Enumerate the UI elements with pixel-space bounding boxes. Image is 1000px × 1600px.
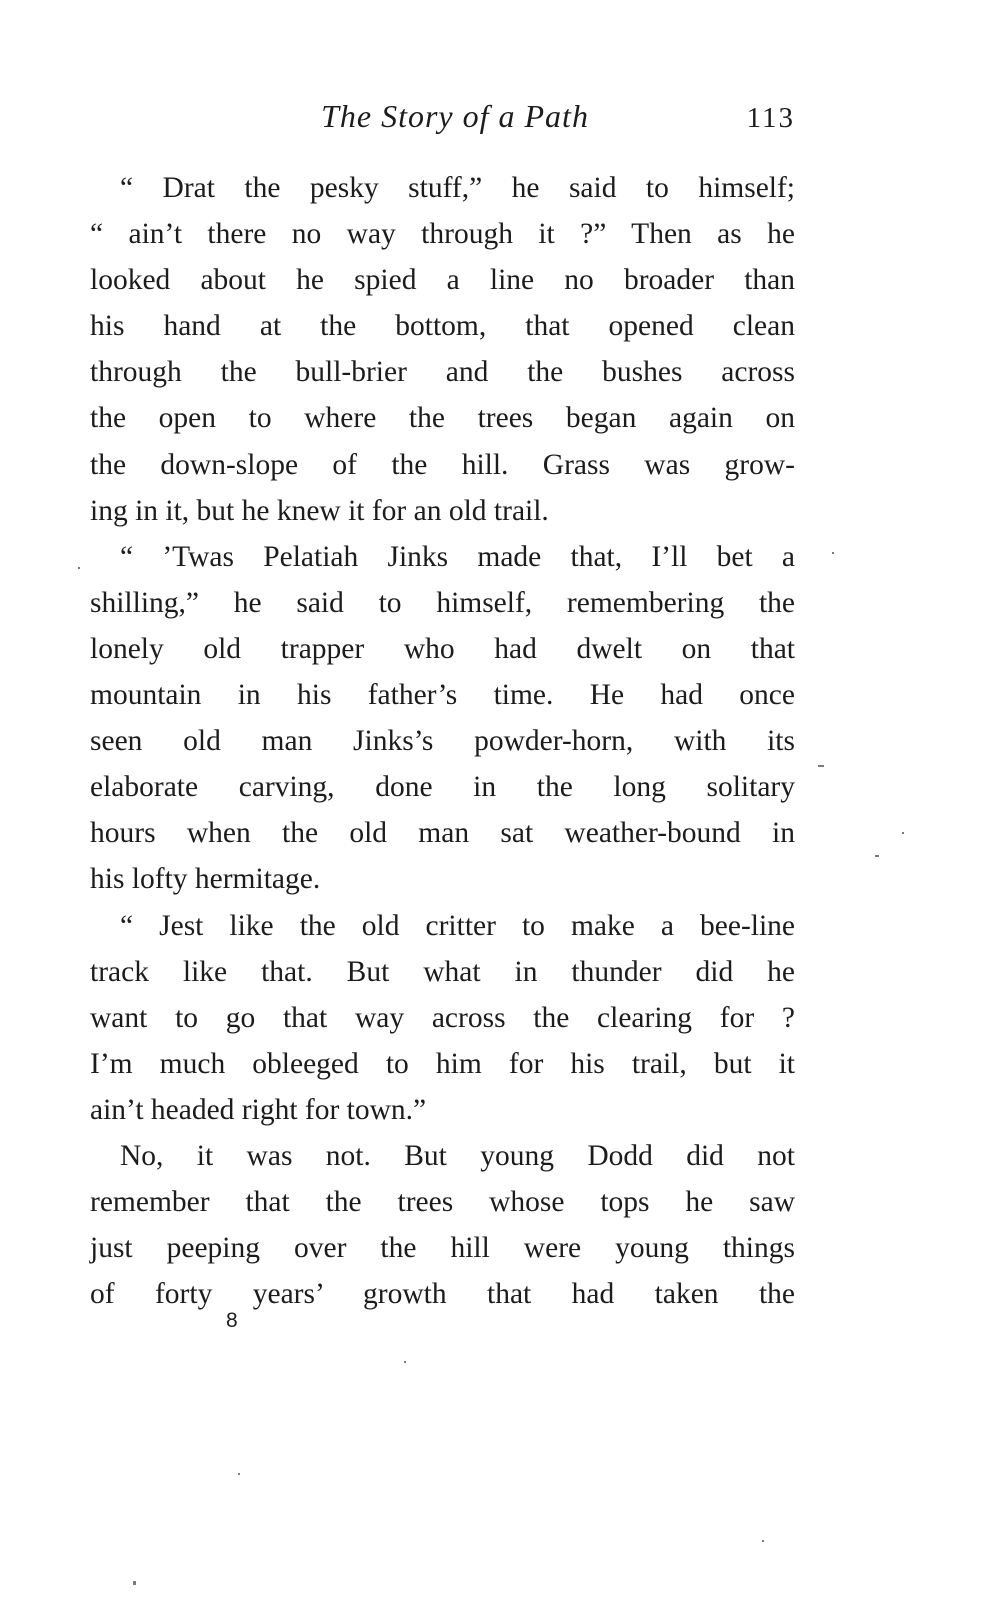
text-line: No, it was not. But young Dodd did not xyxy=(120,1139,795,1172)
scan-speck xyxy=(78,567,80,569)
text-line: just peeping over the hill were young things xyxy=(90,1232,795,1265)
text-line: through the bull-brier and the bushes across xyxy=(90,356,795,389)
text-line: shilling,” he said to himself, remembering the xyxy=(90,586,795,619)
scan-speck xyxy=(404,1361,406,1363)
text-line: “ ain’t there no way through it ?” Then as he xyxy=(90,218,795,251)
text-line: the open to where the trees began again on xyxy=(90,402,795,435)
text-line: seen old man Jinks’s powder-horn, with its xyxy=(90,725,795,758)
text-line: I’m much obleeged to him for his trail, but it xyxy=(90,1047,795,1080)
signature-mark: 8 xyxy=(226,1309,238,1332)
page-number: 113 xyxy=(746,102,795,134)
body-text xyxy=(90,165,795,1317)
text-line: elaborate carving, done in the long solitary xyxy=(90,771,795,804)
scan-speck xyxy=(133,1581,136,1585)
text-line: mountain in his father’s time. He had once xyxy=(90,679,795,712)
text-line: track like that. But what in thunder did he xyxy=(90,955,795,988)
text-line: hours when the old man sat weather-bound in xyxy=(90,817,795,850)
text-line: remember that the trees whose tops he saw xyxy=(90,1186,795,1219)
text-line: “ Drat the pesky stuff,” he said to himself; xyxy=(120,172,795,204)
text-line: his hand at the bottom, that opened clean xyxy=(90,310,795,343)
running-head xyxy=(90,92,795,140)
text-line: ain’t headed right for town.” xyxy=(90,1093,427,1126)
scan-speck xyxy=(902,832,904,834)
text-line: the down-slope of the hill. Grass was grow- xyxy=(90,448,795,481)
text-line: his lofty hermitage. xyxy=(90,863,321,896)
text-line: of forty years’ growth that had taken the xyxy=(90,1278,795,1311)
scan-speck xyxy=(875,855,879,857)
text-line: “ Jest like the old critter to make a bee-line xyxy=(120,909,795,942)
text-line: ing in it, but he knew it for an old trail. xyxy=(90,494,549,527)
text-line: “ ’Twas Pelatiah Jinks made that, I’ll bet a xyxy=(120,540,795,573)
text-line: want to go that way across the clearing for ? xyxy=(90,1001,795,1034)
text-line: looked about he spied a line no broader than xyxy=(90,264,795,297)
scan-speck xyxy=(832,552,834,554)
scan-speck xyxy=(762,1540,764,1542)
text-line: lonely old trapper who had dwelt on that xyxy=(90,632,795,665)
running-title: The Story of a Path xyxy=(321,98,589,134)
scan-speck xyxy=(238,1473,240,1475)
scan-speck xyxy=(818,765,824,767)
